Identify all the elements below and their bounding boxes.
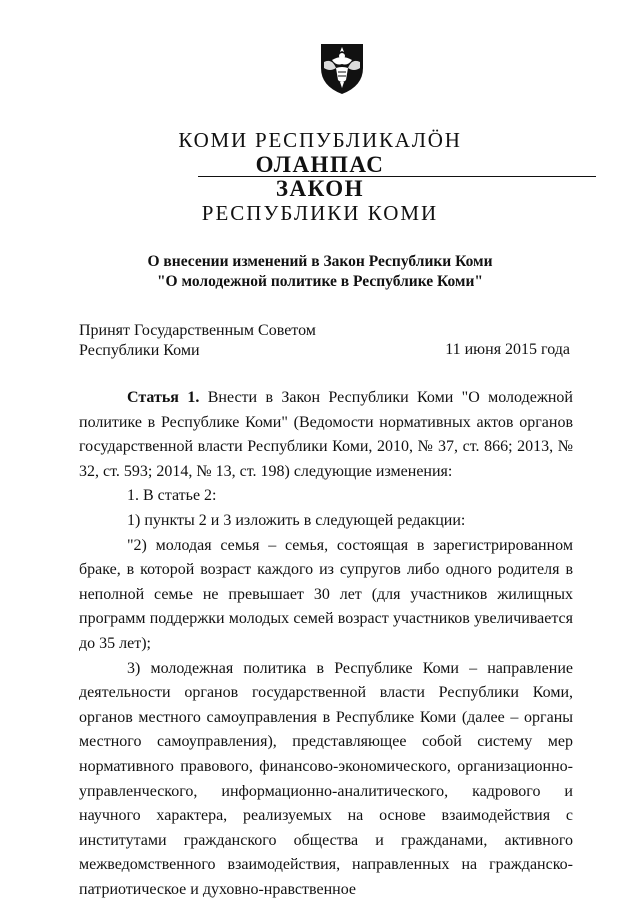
republic-name-komi: КОМИ РЕСПУБЛИКАЛӦН [178, 128, 462, 152]
adoption-line-1: Принят Государственным Советом [79, 322, 316, 339]
paragraph-2-young-family: "2) молодая семья – семья, состоящая в зарегистрированном браке, в которой возраст каждого из супругов либо одного родителя в неполной семье не превышает 30 лет (для участников жилищных программ поддержки молодых семей возраст участников увеличивается до 35 лет); [79, 536, 573, 652]
article-text: Внести в Закон Республики Коми "О молодежной политике в Республике Коми" (Ведомости нормативных актов органов государственной власти Республики Коми, 2010, № 37, ст. 866; 2013, № 32, ст. 593; 2014, № 13, ст. 198) следующие изменения: [79, 389, 573, 480]
item-1: 1. В статье 2: [127, 487, 217, 505]
adoption-line-2: Республики Коми [79, 342, 200, 359]
law-label-russian: ЗАКОН [275, 176, 365, 201]
law-body [79, 386, 573, 902]
coat-of-arms-emblem [318, 38, 366, 96]
law-label-komi: ОЛАНПАС [255, 152, 385, 177]
document-title-line-2: "О молодежной политике в Республике Коми" [156, 273, 484, 290]
item-1-subitem-1: 1) пункты 2 и 3 изложить в следующей редакции: [127, 511, 466, 529]
paragraph-3-youth-policy: 3) молодежная политика в Республике Коми – направление деятельности органов государственной власти Республики Коми, органов местного самоуправления в Республике Коми (далее – органы местного самоуправления), представляющее собой систему мер нормативного правового, финансово-экономического, организационно-управленческого, информационно-аналитического, кадрового и научного характера, реализуемых на основе взаимодействия с институтами гражданского общества и гражданами, активного межведомственного взаимодействия, направленных на гражданско-патриотическое и духовно-нравственное [79, 659, 573, 898]
article-label: Статья 1. [127, 389, 200, 406]
republic-name-russian: РЕСПУБЛИКИ КОМИ [201, 201, 439, 225]
article-1-paragraph [79, 386, 573, 484]
document-title-line-1: О внесении изменений в Закон Республики Коми [147, 253, 493, 270]
adoption-statement [79, 321, 316, 361]
adoption-date: 11 июня 2015 года [445, 341, 570, 358]
